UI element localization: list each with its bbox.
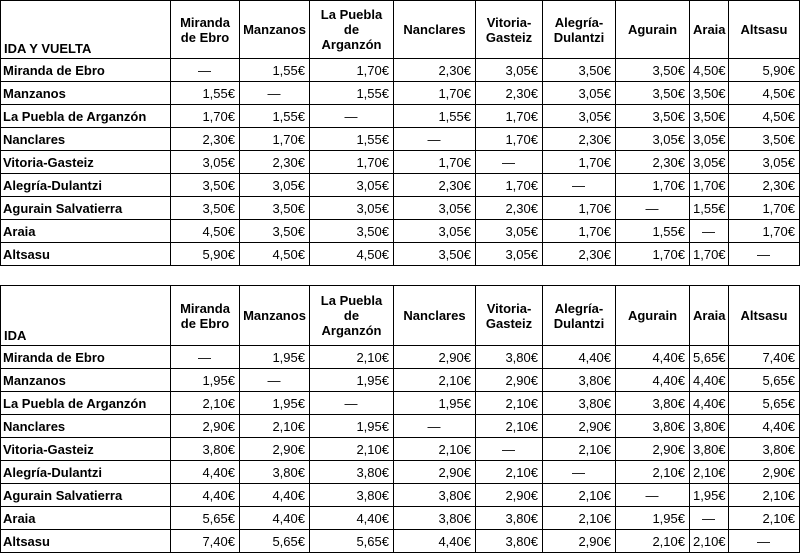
fare-cell: 1,70€ xyxy=(476,128,543,151)
fare-cell: 5,65€ xyxy=(729,392,800,415)
column-header: Miranda de Ebro xyxy=(171,1,240,59)
table-row xyxy=(1,346,800,369)
fare-cell: — xyxy=(543,174,616,197)
fare-cell: 2,30€ xyxy=(616,151,690,174)
fare-cell: 1,70€ xyxy=(476,174,543,197)
table-row xyxy=(1,438,800,461)
fare-cell: 3,05€ xyxy=(690,151,729,174)
fare-cell: 3,50€ xyxy=(240,220,310,243)
row-station-name: Araia xyxy=(1,220,171,243)
fare-cell: — xyxy=(616,197,690,220)
fare-cell: 3,80€ xyxy=(543,369,616,392)
fare-cell: 1,55€ xyxy=(394,105,476,128)
fare-cell: 2,30€ xyxy=(543,128,616,151)
fare-cell: 2,90€ xyxy=(394,461,476,484)
fare-cell: 5,65€ xyxy=(729,369,800,392)
column-header: Altsasu xyxy=(729,286,800,346)
fare-cell: 1,55€ xyxy=(171,82,240,105)
row-station-name: Miranda de Ebro xyxy=(1,59,171,82)
fare-cell: — xyxy=(171,59,240,82)
fare-cell: 3,05€ xyxy=(171,151,240,174)
row-station-name: Nanclares xyxy=(1,128,171,151)
fare-cell: 3,50€ xyxy=(729,128,800,151)
fare-cell: 4,50€ xyxy=(171,220,240,243)
fare-cell: 3,50€ xyxy=(690,82,729,105)
row-station-name: Vitoria-Gasteiz xyxy=(1,151,171,174)
fare-cell: 4,50€ xyxy=(310,243,394,266)
fare-cell: 1,95€ xyxy=(690,484,729,507)
column-header: Vitoria-Gasteiz xyxy=(476,286,543,346)
fare-table-round-trip xyxy=(0,0,800,266)
fare-cell: 2,90€ xyxy=(543,530,616,553)
fare-cell: 1,70€ xyxy=(543,151,616,174)
fare-cell: 1,70€ xyxy=(690,243,729,266)
fare-cell: 3,05€ xyxy=(543,82,616,105)
column-header: Manzanos xyxy=(240,286,310,346)
fare-cell: 2,10€ xyxy=(616,461,690,484)
fare-cell: 2,10€ xyxy=(476,461,543,484)
table-title: IDA xyxy=(1,286,171,346)
fare-cell: 2,30€ xyxy=(240,151,310,174)
column-header: Araia xyxy=(690,1,729,59)
fare-cell: 2,30€ xyxy=(171,128,240,151)
table-row xyxy=(1,82,800,105)
fare-cell: 5,90€ xyxy=(729,59,800,82)
fare-cell: 5,65€ xyxy=(690,346,729,369)
fare-cell: 1,70€ xyxy=(690,174,729,197)
fare-cell: 1,55€ xyxy=(310,128,394,151)
fare-cell: 3,80€ xyxy=(476,346,543,369)
fare-cell: 3,80€ xyxy=(543,392,616,415)
fare-cell: 3,80€ xyxy=(394,507,476,530)
fare-cell: — xyxy=(616,484,690,507)
row-station-name: Alegría-Dulantzi xyxy=(1,461,171,484)
fare-cell: 3,80€ xyxy=(729,438,800,461)
fare-cell: 2,90€ xyxy=(729,461,800,484)
fare-cell: 4,40€ xyxy=(240,507,310,530)
fare-cell: 2,90€ xyxy=(240,438,310,461)
table-row xyxy=(1,128,800,151)
row-station-name: Vitoria-Gasteiz xyxy=(1,438,171,461)
table-row xyxy=(1,197,800,220)
fare-cell: 2,90€ xyxy=(171,415,240,438)
fare-cell: 4,40€ xyxy=(394,530,476,553)
fare-cell: 1,70€ xyxy=(729,220,800,243)
fare-cell: 1,95€ xyxy=(394,392,476,415)
fare-cell: 4,40€ xyxy=(690,369,729,392)
column-header: Alegría-Dulantzi xyxy=(543,286,616,346)
table-row xyxy=(1,243,800,266)
column-header: Nanclares xyxy=(394,1,476,59)
row-station-name: Altsasu xyxy=(1,243,171,266)
fare-cell: 1,70€ xyxy=(310,151,394,174)
fare-cell: — xyxy=(476,151,543,174)
fare-cell: 2,10€ xyxy=(310,438,394,461)
fare-cell: 1,70€ xyxy=(310,59,394,82)
fare-cell: 4,40€ xyxy=(616,346,690,369)
fare-cell: 2,30€ xyxy=(476,197,543,220)
fare-cell: 2,10€ xyxy=(476,392,543,415)
fare-cell: 4,50€ xyxy=(729,82,800,105)
fare-cell: 2,90€ xyxy=(394,346,476,369)
fare-cell: — xyxy=(729,530,800,553)
fare-cell: 3,50€ xyxy=(171,197,240,220)
fare-cell: 2,90€ xyxy=(616,438,690,461)
fare-cell: 2,90€ xyxy=(476,369,543,392)
fare-cell: 3,50€ xyxy=(616,59,690,82)
fare-cell: — xyxy=(543,461,616,484)
fare-cell: 5,65€ xyxy=(171,507,240,530)
fare-cell: 1,70€ xyxy=(729,197,800,220)
fare-cell: 3,05€ xyxy=(543,105,616,128)
table-row xyxy=(1,507,800,530)
fare-cell: 1,70€ xyxy=(240,128,310,151)
fare-cell: 1,55€ xyxy=(240,105,310,128)
column-header: Agurain xyxy=(616,286,690,346)
column-header: Nanclares xyxy=(394,286,476,346)
fare-cell: 3,50€ xyxy=(543,59,616,82)
table-row xyxy=(1,174,800,197)
fare-cell: 2,90€ xyxy=(543,415,616,438)
fare-cell: 4,40€ xyxy=(171,484,240,507)
fare-cell: 3,80€ xyxy=(476,507,543,530)
fare-cell: — xyxy=(240,369,310,392)
fare-cell: 3,80€ xyxy=(171,438,240,461)
fare-cell: 2,10€ xyxy=(543,484,616,507)
fare-cell: 3,80€ xyxy=(690,438,729,461)
row-station-name: Manzanos xyxy=(1,369,171,392)
fare-cell: — xyxy=(476,438,543,461)
fare-cell: 2,30€ xyxy=(543,243,616,266)
table-header-row xyxy=(1,1,800,59)
fare-cell: 3,05€ xyxy=(476,243,543,266)
row-station-name: Agurain Salvatierra xyxy=(1,197,171,220)
table-row xyxy=(1,105,800,128)
row-station-name: Altsasu xyxy=(1,530,171,553)
fare-cell: 4,40€ xyxy=(729,415,800,438)
fare-cell: 7,40€ xyxy=(171,530,240,553)
row-station-name: La Puebla de Arganzón xyxy=(1,392,171,415)
table-row xyxy=(1,151,800,174)
fare-cell: 2,30€ xyxy=(394,59,476,82)
column-header: Manzanos xyxy=(240,1,310,59)
row-station-name: Alegría-Dulantzi xyxy=(1,174,171,197)
fare-cell: 1,70€ xyxy=(616,243,690,266)
fare-cell: 1,55€ xyxy=(616,220,690,243)
fare-cell: 1,70€ xyxy=(394,151,476,174)
fare-cell: 1,95€ xyxy=(240,346,310,369)
fare-cell: 3,05€ xyxy=(310,197,394,220)
row-station-name: Miranda de Ebro xyxy=(1,346,171,369)
fare-cell: 1,70€ xyxy=(394,82,476,105)
table-row xyxy=(1,59,800,82)
fare-cell: — xyxy=(240,82,310,105)
fare-cell: 1,55€ xyxy=(690,197,729,220)
column-header: Miranda de Ebro xyxy=(171,286,240,346)
fare-cell: 1,70€ xyxy=(171,105,240,128)
fare-cell: 1,70€ xyxy=(616,174,690,197)
fare-cell: 3,80€ xyxy=(394,484,476,507)
fare-cell: — xyxy=(171,346,240,369)
fare-cell: 3,80€ xyxy=(310,461,394,484)
fare-cell: 1,55€ xyxy=(310,82,394,105)
fare-cell: 1,95€ xyxy=(310,369,394,392)
fare-table-one-way xyxy=(0,285,800,553)
row-station-name: La Puebla de Arganzón xyxy=(1,105,171,128)
fare-cell: 3,50€ xyxy=(690,105,729,128)
fare-cell: — xyxy=(690,220,729,243)
fare-cell: 2,30€ xyxy=(729,174,800,197)
fare-cell: 2,10€ xyxy=(616,530,690,553)
fare-cell: 3,05€ xyxy=(394,220,476,243)
fare-cell: 2,10€ xyxy=(310,346,394,369)
column-header: La Puebla de Arganzón xyxy=(310,286,394,346)
fare-cell: 2,10€ xyxy=(543,507,616,530)
fare-cell: 1,70€ xyxy=(543,220,616,243)
fare-cell: 7,40€ xyxy=(729,346,800,369)
table-row xyxy=(1,369,800,392)
table-title: IDA Y VUELTA xyxy=(1,1,171,59)
fare-cell: — xyxy=(310,105,394,128)
fare-cell: 3,80€ xyxy=(310,484,394,507)
fare-cell: 2,10€ xyxy=(476,415,543,438)
fare-cell: 2,30€ xyxy=(476,82,543,105)
fare-cell: 3,50€ xyxy=(310,220,394,243)
fare-cell: 3,05€ xyxy=(476,220,543,243)
fare-cell: 2,90€ xyxy=(476,484,543,507)
column-header: La Puebla de Arganzón xyxy=(310,1,394,59)
fare-cell: 4,40€ xyxy=(240,484,310,507)
row-station-name: Nanclares xyxy=(1,415,171,438)
fare-cell: 3,80€ xyxy=(616,415,690,438)
fare-cell: — xyxy=(690,507,729,530)
table-row xyxy=(1,461,800,484)
fare-cell: 5,65€ xyxy=(310,530,394,553)
fare-cell: 5,65€ xyxy=(240,530,310,553)
fare-cell: 4,40€ xyxy=(616,369,690,392)
column-header: Altsasu xyxy=(729,1,800,59)
fare-cell: 2,10€ xyxy=(729,507,800,530)
fare-cell: 3,05€ xyxy=(310,174,394,197)
fare-cell: 3,50€ xyxy=(240,197,310,220)
fare-cell: 1,95€ xyxy=(616,507,690,530)
fare-cell: 3,80€ xyxy=(690,415,729,438)
fare-cell: 3,05€ xyxy=(394,197,476,220)
table-body xyxy=(1,59,800,266)
fare-cell: — xyxy=(394,128,476,151)
fare-cell: 1,95€ xyxy=(171,369,240,392)
fare-cell: 4,40€ xyxy=(310,507,394,530)
fare-cell: 2,10€ xyxy=(171,392,240,415)
fare-cell: 4,40€ xyxy=(690,392,729,415)
fare-cell: 4,50€ xyxy=(729,105,800,128)
fare-cell: 3,50€ xyxy=(171,174,240,197)
column-header: Alegría-Dulantzi xyxy=(543,1,616,59)
table-row xyxy=(1,530,800,553)
table-row xyxy=(1,392,800,415)
column-header: Vitoria-Gasteiz xyxy=(476,1,543,59)
fare-cell: — xyxy=(310,392,394,415)
fare-cell: 1,70€ xyxy=(543,197,616,220)
fare-cell: — xyxy=(394,415,476,438)
column-header: Araia xyxy=(690,286,729,346)
fare-cell: 3,05€ xyxy=(476,59,543,82)
fare-cell: 2,10€ xyxy=(394,438,476,461)
fare-cell: 3,05€ xyxy=(690,128,729,151)
table-header-row xyxy=(1,286,800,346)
row-station-name: Araia xyxy=(1,507,171,530)
table-row xyxy=(1,415,800,438)
fare-cell: 2,10€ xyxy=(543,438,616,461)
fare-cell: 3,80€ xyxy=(476,530,543,553)
fare-cell: 2,10€ xyxy=(729,484,800,507)
table-body xyxy=(1,346,800,553)
fare-cell: 2,10€ xyxy=(690,530,729,553)
fare-cell: 2,10€ xyxy=(690,461,729,484)
fare-cell: 2,10€ xyxy=(240,415,310,438)
fare-cell: 4,40€ xyxy=(543,346,616,369)
fare-cell: 4,40€ xyxy=(171,461,240,484)
fare-cell: 2,30€ xyxy=(394,174,476,197)
row-station-name: Agurain Salvatierra xyxy=(1,484,171,507)
fare-cell: 5,90€ xyxy=(171,243,240,266)
fare-cell: 1,55€ xyxy=(240,59,310,82)
table-row xyxy=(1,220,800,243)
fare-cell: 3,80€ xyxy=(616,392,690,415)
fare-cell: 3,80€ xyxy=(240,461,310,484)
fare-cell: 1,70€ xyxy=(476,105,543,128)
fare-cell: 2,10€ xyxy=(394,369,476,392)
fare-cell: 3,50€ xyxy=(616,105,690,128)
fare-cell: 1,95€ xyxy=(310,415,394,438)
fare-cell: 3,05€ xyxy=(729,151,800,174)
fare-cell: 4,50€ xyxy=(240,243,310,266)
fare-cell: 3,05€ xyxy=(616,128,690,151)
fare-cell: 3,50€ xyxy=(616,82,690,105)
fare-cell: 3,05€ xyxy=(240,174,310,197)
row-station-name: Manzanos xyxy=(1,82,171,105)
table-row xyxy=(1,484,800,507)
fare-cell: 4,50€ xyxy=(690,59,729,82)
fare-cell: — xyxy=(729,243,800,266)
fare-cell: 3,50€ xyxy=(394,243,476,266)
column-header: Agurain xyxy=(616,1,690,59)
fare-cell: 1,95€ xyxy=(240,392,310,415)
